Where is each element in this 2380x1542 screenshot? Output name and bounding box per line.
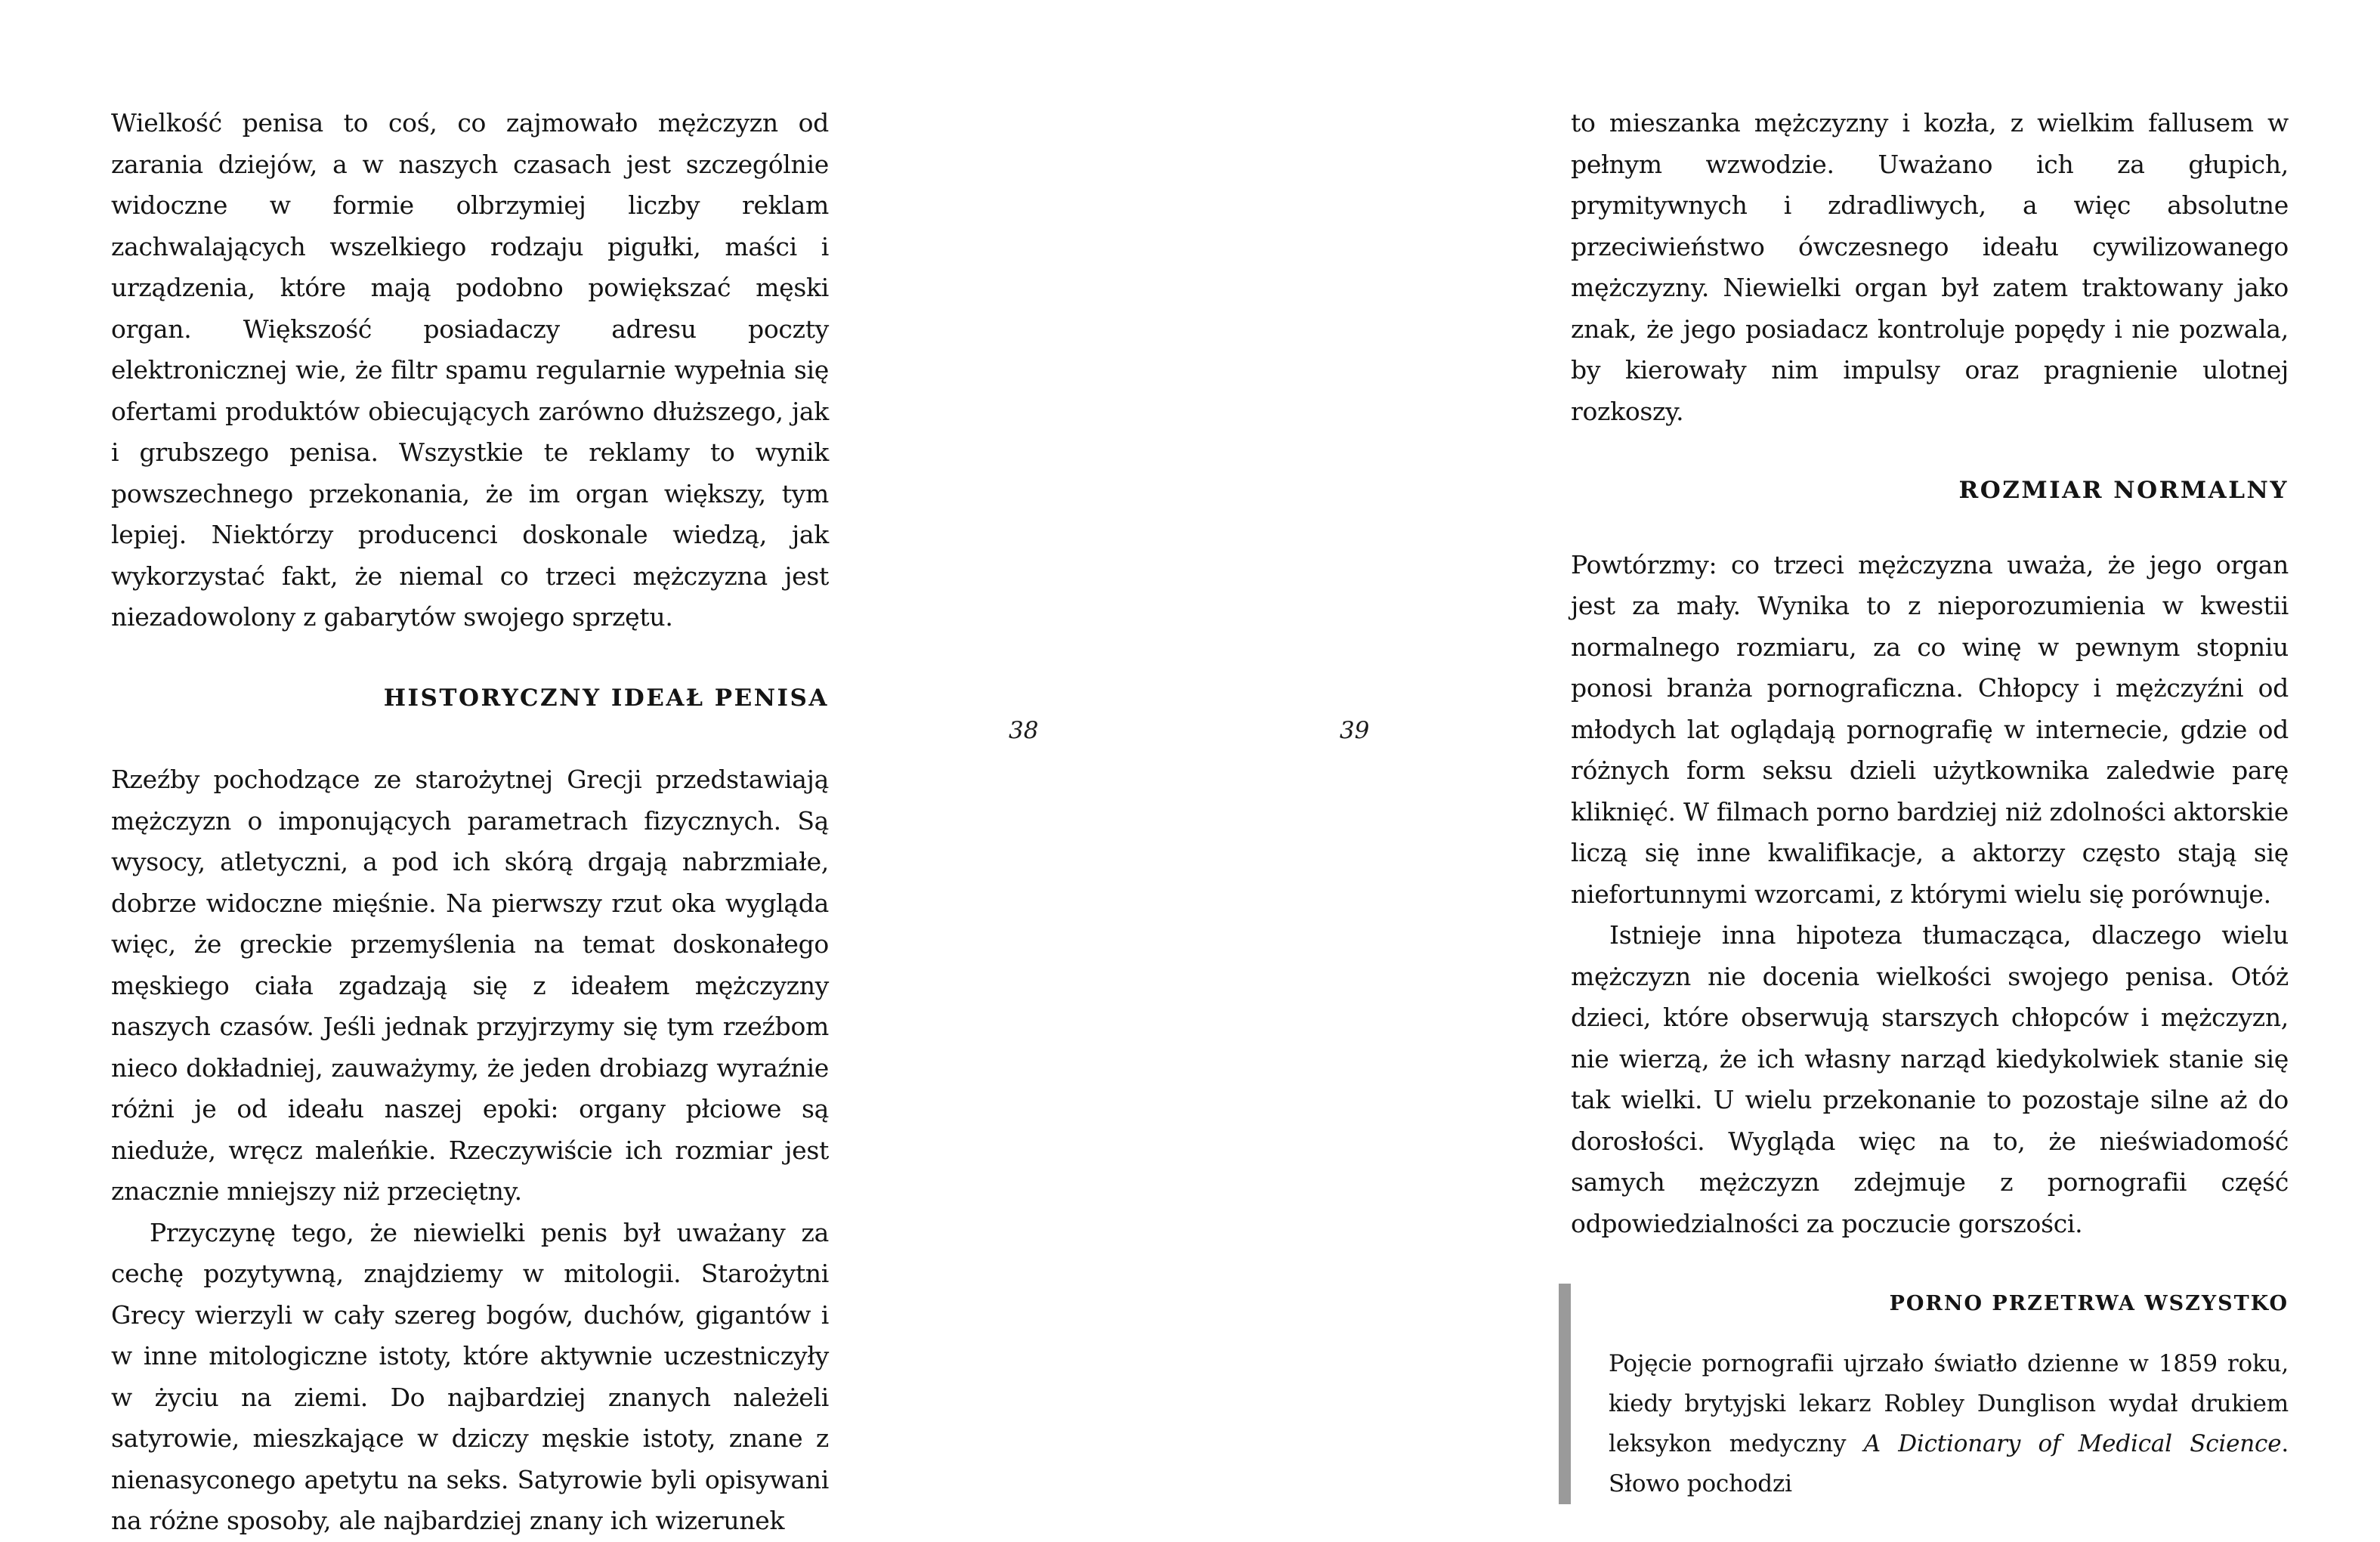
sidebox-text-start: Pojęcie pornografii ujrzało światło dzienne w 1859 roku, kiedy brytyjski lekarz Robley Dunglison wydał drukiem leksykon medyczny [1609,1350,2289,1457]
section-heading-normal-size: ROZMIAR NORMALNY [1958,477,2289,504]
body-paragraph: Przyczynę tego, że niewielki penis był uważany za cechę pozytywną, znajdziemy w mitologii. Starożytni Grecy wierzyli w cały szereg bogów, duchów, gigantów i w inne mitologiczne istoty, które aktywnie uczestniczyły w życiu na ziemi. Do najbardziej znanych należeli satyrowie, mieszkające w dziczy męskie istoty, znane z nienasyconego apetytu na seks. Satyrowie byli opisywani na różne sposoby, ale najbardziej znany ich wizerunek [111,1217,829,1535]
sidebox-accent-bar [1559,1284,1571,1504]
book-title: A Dictionary of Medical Science [1863,1430,2282,1457]
section-heading-historical-ideal: HISTORYCZNY IDEAŁ PENISA [383,684,829,712]
right-page [1190,0,2380,1497]
body-paragraph: Istnieje inna hipoteza tłumacząca, dlaczego wielu mężczyzn nie docenia wielkości swojego penisa. Otóż dzieci, które obserwują starszych chłopców i mężczyzn, nie wierzą, że ich własny narząd kiedykolwiek stanie się tak wielki. U wielu przekonanie to pozostaje silne aż do dorosłości. Wygląda więc na to, że nieświadomość samych mężczyzn zdejmuje z pornografii część odpowiedzialności za poczucie gorszości. [1571,920,2289,1238]
right-text-column [1571,103,2289,1504]
body-paragraph: Rzeźby pochodzące ze starożytnej Grecji przedstawiają mężczyzn o imponujących parametrach fizycznych. Są wysocy, atletyczni, a pod ich skórą drgają nabrzmiałe, dobrze widoczne mięśnie. Na pierwszy rzut oka wygląda więc, że greckie przemyślenia na temat doskonałego męskiego ciała zgadzają się z ideałem mężczyzny naszych czasów. Jeśli jednak przyjrzymy się tym rzeźbom nieco dokładniej, zauważymy, że jeden drobiazg wyraźnie różni je od ideału naszej epoki: organy płciowe są nieduże, wręcz maleńkie. Rzeczywiście ich rozmiar jest znacznie mniejszy niż przeciętny. [111,765,829,1206]
page-number-left: 38 [1009,717,1039,744]
page-number-right: 39 [1340,717,1370,744]
left-page [0,0,1190,1535]
left-text-column [111,103,829,1542]
body-paragraph: Powtórzmy: co trzeci mężczyzna uważa, że jego organ jest za mały. Wynika to z nieporozumienia w kwestii normalnego rozmiaru, za co winę w pewnym stopniu ponosi branża pornograficzna. Chłopcy i mężczyźni od młodych lat oglądają pornografię w internecie, gdzie od różnych form seksu dzieli użytkownika zaledwie parę kliknięć. W filmach porno bardziej niż zdolności aktorskie liczą się inne kwalifikacje, a aktorzy często stają się niefortunnymi wzorcami, z którymi wielu się porównuje. [1571,549,2289,909]
sidebox-heading: PORNO PRZETRWA WSZYSTKO [1889,1292,2289,1315]
sidebox-paragraph [1609,1344,2289,1504]
sidebox-porn-survives [1559,1284,2289,1504]
intro-paragraph: Wielkość penisa to coś, co zajmowało mężczyzn od zarania dziejów, a w naszych czasach jest szczególnie widoczne w formie olbrzymiej liczby reklam zachwalających wszelkiego rodzaju pigułki, maści i urządzenia, które mają podobno powiększać męski organ. Większość posiadaczy adresu poczty elektronicznej wie, że filtr spamu regularnie wypełnia się ofertami produktów obiecujących zarówno dłuższego, jak i grubszego penisa. Wszystkie te reklamy to wynik powszechnego przekonania, że im organ większy, tym lepiej. Niektórzy producenci doskonale wiedzą, jak wykorzystać fakt, że niemal co trzeci mężczyzna jest niezadowolony z gabarytów swojego sprzętu. [111,108,829,632]
sidebox-text-end: . Słowo pochodzi [1609,1430,2289,1497]
continuation-paragraph: to mieszanka mężczyzny i kozła, z wielkim fallusem w pełnym wzwodzie. Uważano ich za głupich, prymitywnych i zdradliwych, a więc absolutne przeciwieństwo ówczesnego ideału cywilizowanego mężczyzny. Niewielki organ był zatem traktowany jako znak, że jego posiadacz kontroluje popędy i nie pozwala, by kierowały nim impulsy oraz pragnienie ulotnej rozkoszy. [1571,108,2289,426]
